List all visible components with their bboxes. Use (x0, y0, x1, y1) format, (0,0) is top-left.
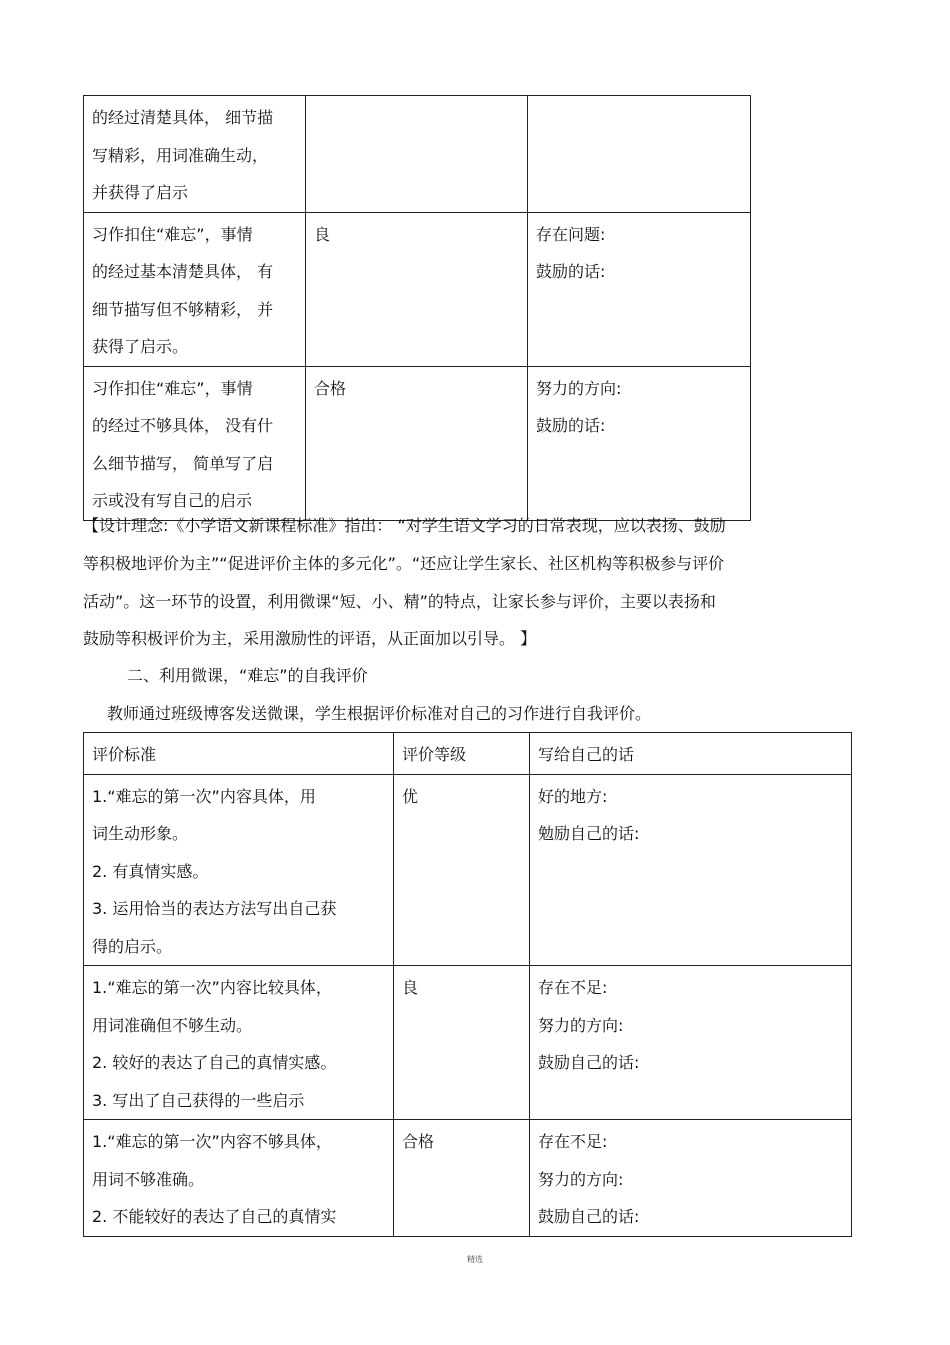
header-criteria: 评价标准 (84, 733, 394, 775)
section-heading: 二、利用微课，“难忘”的自我评价 (127, 666, 368, 685)
criteria-cell: 习作扣住“难忘”，事情 的经过不够具体， 没有什 么细节描写， 简单写了启 示或没有写自己的启示 (84, 366, 306, 520)
header-grade: 评价等级 (394, 733, 530, 775)
table-row (84, 212, 751, 366)
comment-cell (528, 96, 751, 213)
criteria-cell: 的经过清楚具体， 细节描 写精彩，用词准确生动， 并获得了启示 (84, 96, 306, 213)
comment-cell: 存在不足: 努力的方向: 鼓励自己的话: (530, 1120, 852, 1237)
comment-cell: 好的地方: 勉励自己的话: (530, 774, 852, 966)
criteria-cell: 1.“难忘的第一次”内容不够具体， 用词不够准确。 2. 不能较好的表达了自己的真情实 (84, 1120, 394, 1237)
table-row (84, 96, 751, 213)
table-header-row (84, 733, 852, 775)
table-row (84, 966, 852, 1120)
grade-cell: 良 (394, 966, 530, 1120)
self-evaluation-table (83, 732, 852, 1237)
design-note-line: 活动”。这一环节的设置，利用微课“短、小、精”的特点，让家长参与评价，主要以表扬和 (83, 592, 716, 611)
grade-cell: 合格 (394, 1120, 530, 1237)
page-footer: 精选 (467, 1255, 483, 1264)
criteria-cell: 1.“难忘的第一次”内容具体，用 词生动形象。 2. 有真情实感。 3. 运用恰当的表达方法写出自己获 得的启示。 (84, 774, 394, 966)
table-row (84, 774, 852, 966)
table-row (84, 1120, 852, 1237)
grade-cell: 合格 (306, 366, 528, 520)
grade-cell: 优 (394, 774, 530, 966)
criteria-cell: 习作扣住“难忘”，事情 的经过基本清楚具体， 有 细节描写但不够精彩， 并 获得了启示。 (84, 212, 306, 366)
intro-text: 教师通过班级博客发送微课，学生根据评价标准对自己的习作进行自我评价。 (107, 704, 652, 723)
table-row (84, 366, 751, 520)
criteria-cell: 1.“难忘的第一次”内容比较具体， 用词准确但不够生动。 2. 较好的表达了自己的真情实感。 3. 写出了自己获得的一些启示 (84, 966, 394, 1120)
grade-cell: 良 (306, 212, 528, 366)
design-note-line: 【设计理念:《小学语文新课程标准》指出： “对学生语文学习的日常表现，应以表扬、鼓励 (83, 516, 726, 535)
design-note-line: 等积极地评价为主”“促进评价主体的多元化”。“还应让学生家长、社区机构等积极参与评价 (83, 554, 725, 573)
header-comment: 写给自己的话 (530, 733, 852, 775)
comment-cell: 存在不足: 努力的方向: 鼓励自己的话: (530, 966, 852, 1120)
comment-cell: 努力的方向: 鼓励的话: (528, 366, 751, 520)
design-note-line: 鼓励等积极评价为主，采用激励性的评语，从正面加以引导。 】 (83, 629, 537, 648)
evaluation-table-continued (83, 95, 751, 521)
comment-cell: 存在问题: 鼓励的话: (528, 212, 751, 366)
grade-cell (306, 96, 528, 213)
